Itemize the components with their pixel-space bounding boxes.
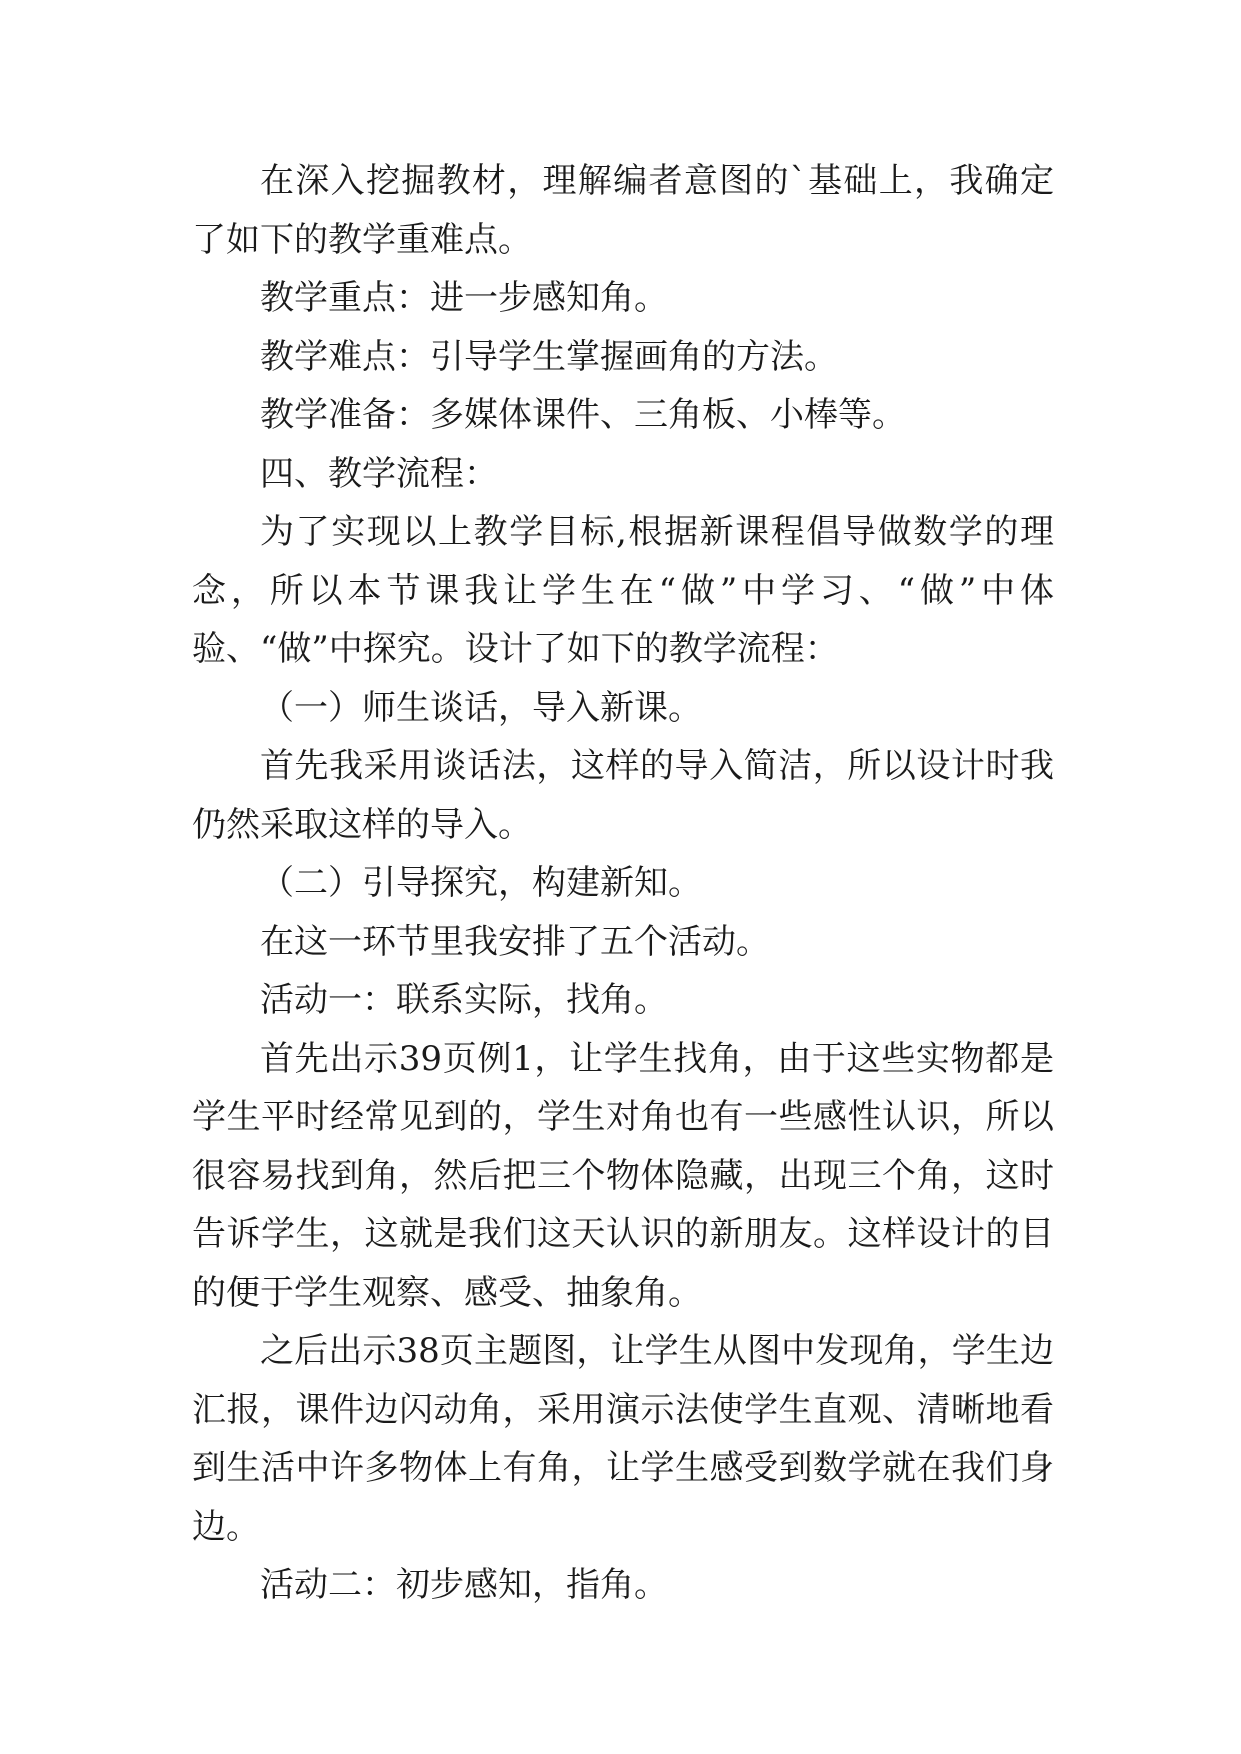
- section-heading: 四、教学流程：: [260, 453, 498, 494]
- activity-heading: 活动一：联系实际，找角。: [260, 980, 668, 1020]
- paragraph: 教学难点：引导学生掌握画角的方法。: [260, 336, 838, 377]
- subsection-heading: （一）师生谈话，导入新课。: [260, 687, 702, 728]
- paragraph: 教学准备：多媒体课件、三角板、小棒等。: [260, 395, 906, 435]
- paragraph: 首先我采用谈话法，这样的导入简洁，所以设计时我仍然采取这样的导入。: [192, 746, 1054, 845]
- paragraph: 教学重点：进一步感知角。: [260, 278, 668, 318]
- paragraph: 首先出示39页例1，让学生找角，由于这些实物都是学生平时经常见到的，学生对角也有一些感性认识，所以很容易找到角，然后把三个物体隐藏，出现三个角，这时告诉学生，这就是我们这天认识的新朋友。这样设计的目的便于学生观察、感受、抽象角。: [192, 1038, 1054, 1313]
- paragraph: 之后出示38页主题图，让学生从图中发现角，学生边汇报，课件边闪动角，采用演示法使学生直观、清晰地看到生活中许多物体上有角，让学生感受到数学就在我们身边。: [192, 1331, 1054, 1547]
- paragraph: 为了实现以上教学目标,根据新课程倡导做数学的理念，所以本节课我让学生在“做”中学习、“做”中体验、“做”中探究。设计了如下的教学流程：: [192, 512, 1054, 669]
- activity-heading: 活动二：初步感知，指角。: [260, 1565, 668, 1605]
- document-body: [192, 152, 1054, 1615]
- subsection-heading: （二）引导探究，构建新知。: [260, 863, 702, 903]
- paragraph: 在这一环节里我安排了五个活动。: [260, 921, 770, 962]
- paragraph: 在深入挖掘教材，理解编者意图的`基础上，我确定了如下的教学重难点。: [192, 161, 1054, 260]
